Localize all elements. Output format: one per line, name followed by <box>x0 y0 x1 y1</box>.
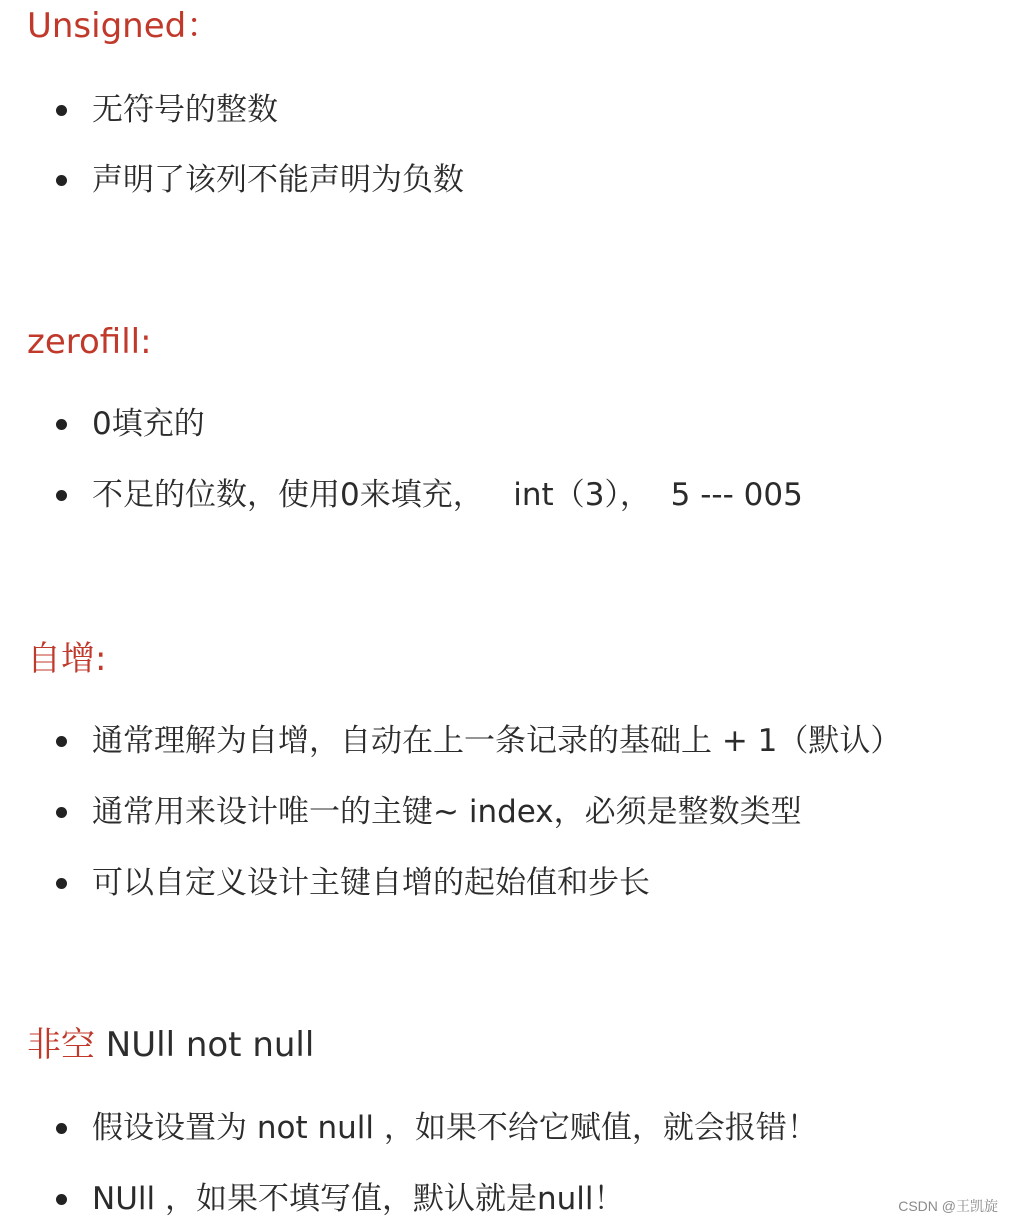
bullet-icon <box>56 878 67 889</box>
list-item <box>56 789 802 835</box>
list-item <box>56 1105 818 1151</box>
list-item-text: 假设设置为 not null ，如果不给它赋值，就会报错！ <box>92 1110 818 1146</box>
list-item-text: NUll ，如果不填写值，默认就是null！ <box>92 1181 625 1217</box>
list-item <box>56 157 464 203</box>
bullet-icon <box>56 807 67 818</box>
heading-unsigned <box>27 4 220 48</box>
bullet-icon <box>56 419 67 430</box>
heading-auto-increment-text: 自增: <box>27 639 107 679</box>
list-item <box>56 718 901 764</box>
heading-zerofill <box>27 320 152 364</box>
list-item-text: 通常理解为自增，自动在上一条记录的基础上 + 1（默认） <box>92 723 902 759</box>
watermark: CSDN @王凯旋 <box>898 1198 998 1214</box>
bullet-icon <box>56 1194 67 1205</box>
list-item-text: 通常用来设计唯一的主键~ index，必须是整数类型 <box>92 794 802 830</box>
list-item-text: 可以自定义设计主键自增的起始值和步长 <box>92 865 650 901</box>
list-item <box>56 1176 624 1222</box>
list-item-text: 无符号的整数 <box>92 92 278 128</box>
bullet-icon <box>56 736 67 747</box>
heading-not-null-rest: NUll not null <box>95 1025 315 1065</box>
list-item <box>56 87 278 133</box>
heading-not-null-text: 非空 <box>27 1025 95 1065</box>
list-item-text: 0填充的 <box>92 406 205 442</box>
bullet-icon <box>56 175 67 186</box>
bullet-icon <box>56 105 67 116</box>
bullet-icon <box>56 490 67 501</box>
bullet-icon <box>56 1123 67 1134</box>
heading-auto-increment <box>27 637 106 681</box>
list-item <box>56 860 650 906</box>
list-item <box>56 401 205 447</box>
heading-not-null <box>27 1023 314 1067</box>
list-item-text: 声明了该列不能声明为负数 <box>92 162 464 198</box>
heading-unsigned-text: Unsigned： <box>27 6 221 46</box>
heading-zerofill-text: zerofill: <box>27 322 152 362</box>
list-item-text: 不足的位数，使用0来填充， int（3）， 5 --- 005 <box>92 477 803 513</box>
list-item <box>56 472 803 518</box>
